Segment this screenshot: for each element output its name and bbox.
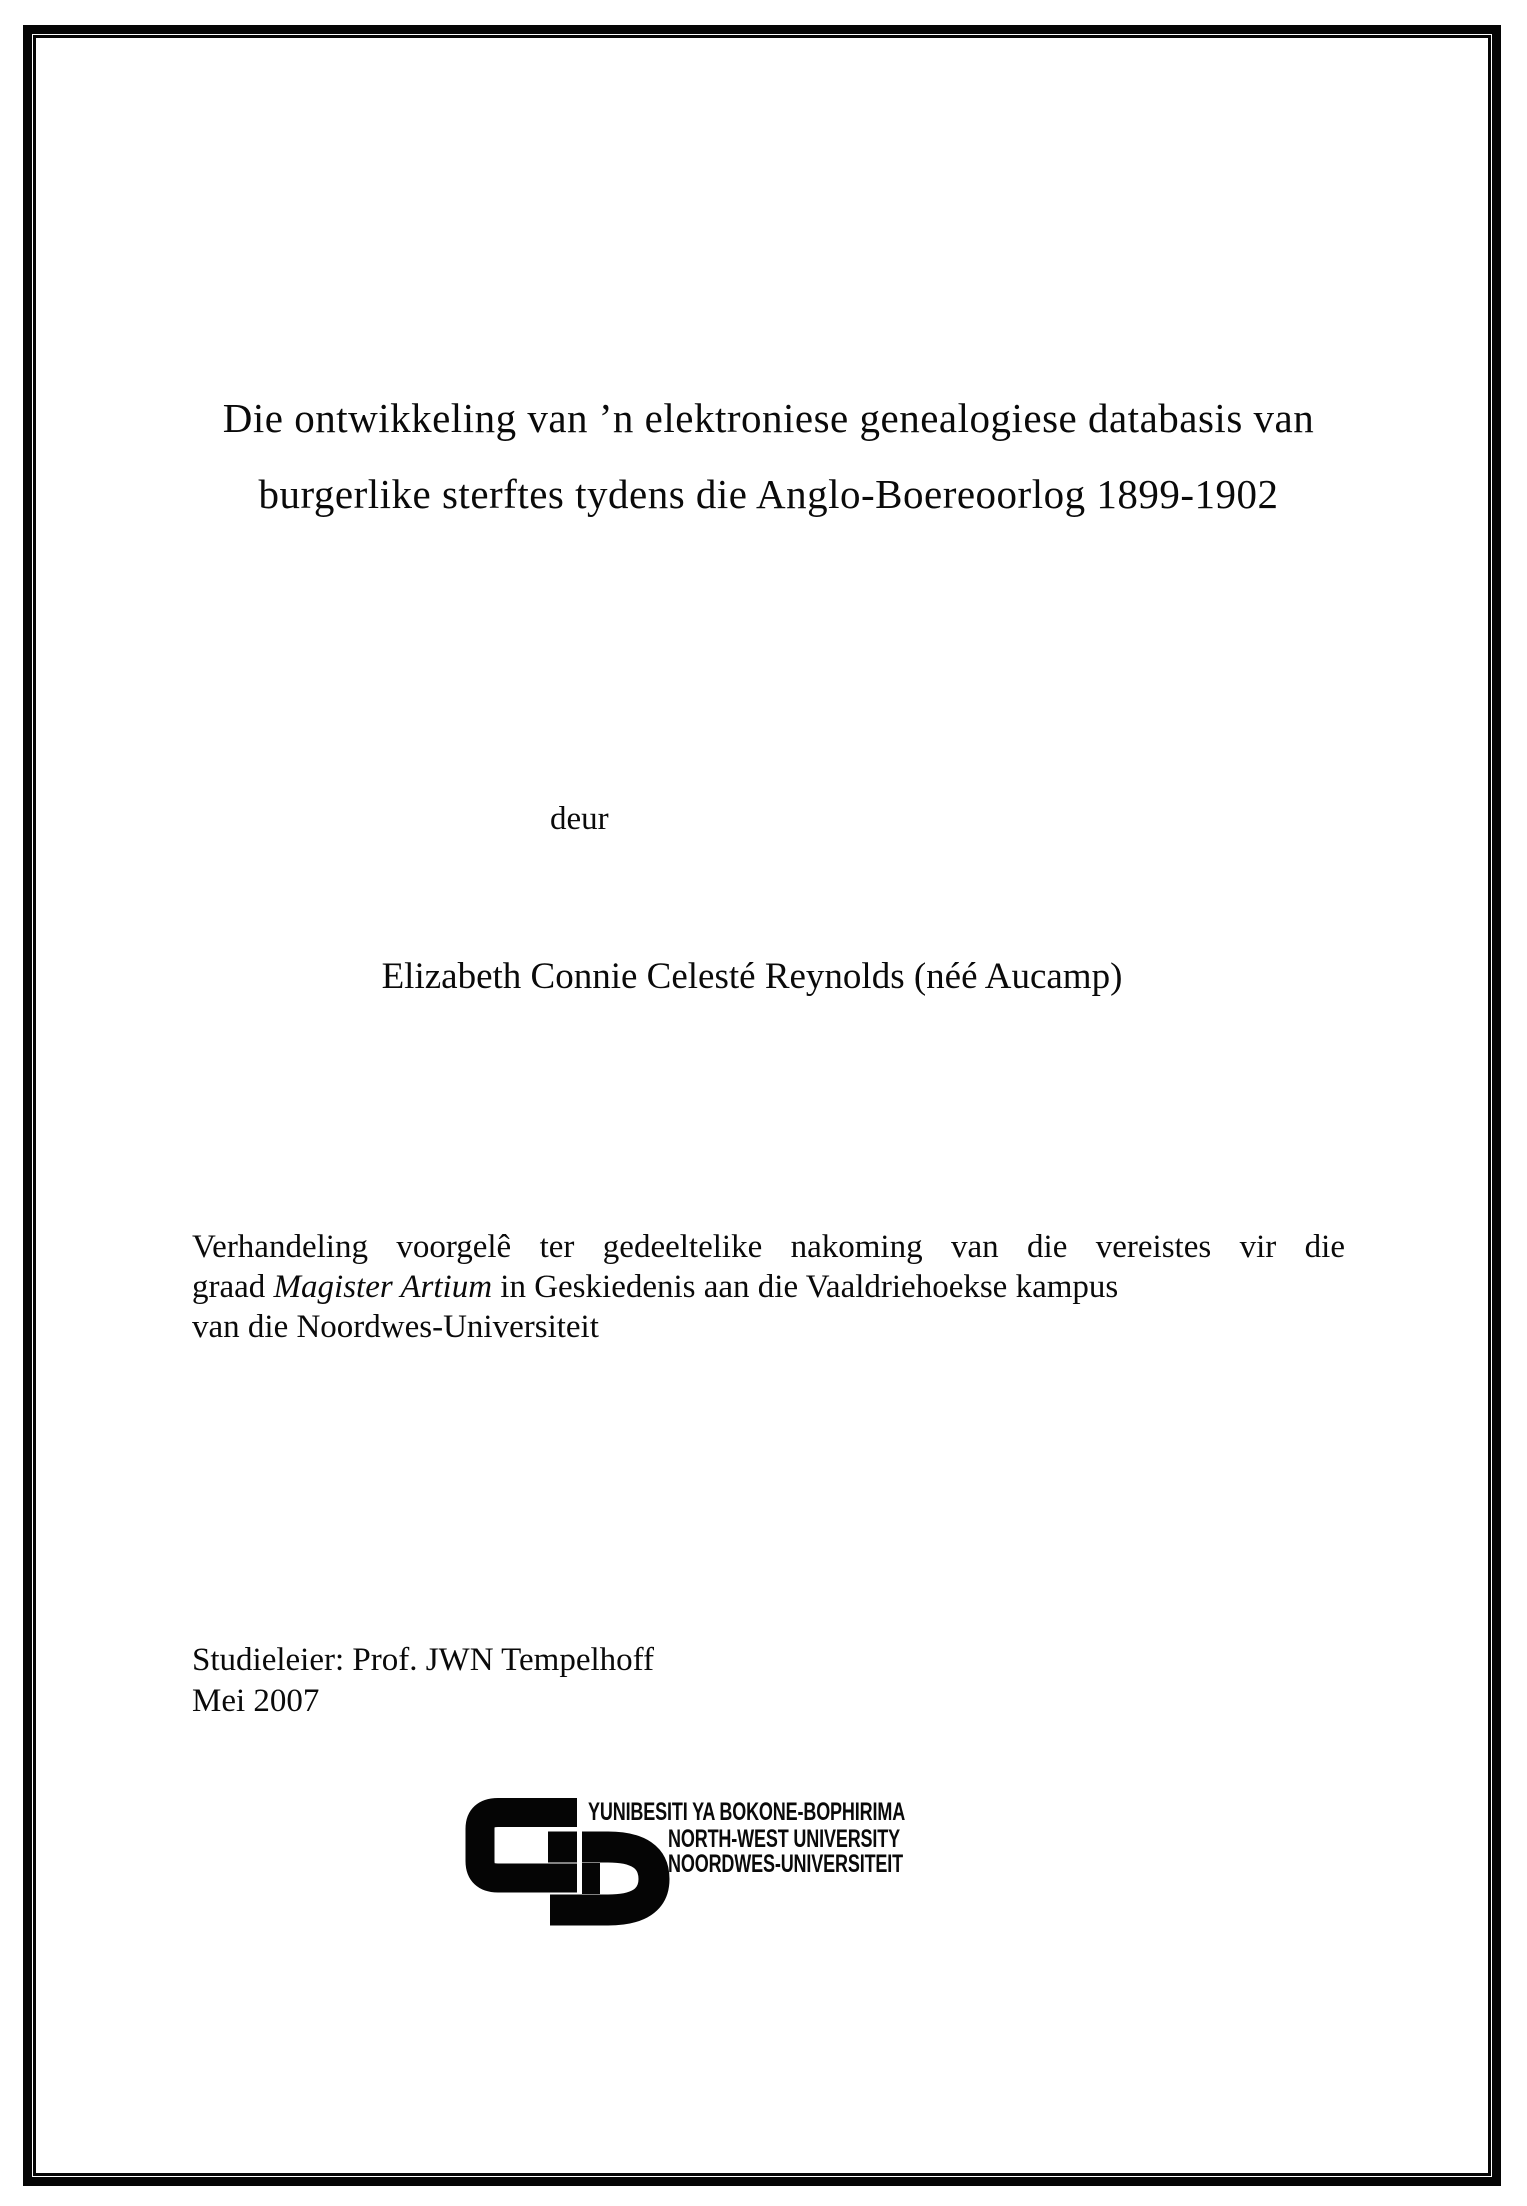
thesis-statement-line2-suffix: in Geskiedenis aan die Vaaldriehoekse kampus bbox=[492, 1269, 1119, 1305]
supervisor-block bbox=[192, 1640, 654, 1722]
degree-name-italic: Magister Artium bbox=[273, 1269, 493, 1305]
date-line: Mei 2007 bbox=[192, 1683, 320, 1719]
thesis-title bbox=[192, 393, 1345, 519]
thesis-statement-line1: Verhandeling voorgelê ter gedeeltelike nakoming van die vereistes vir die bbox=[192, 1229, 1345, 1265]
thesis-statement-line2 bbox=[192, 1267, 1345, 1307]
university-logo-text bbox=[588, 1800, 928, 1877]
logo-text-setswana: YUNIBESITI YA BOKONE-BOPHIRIMA bbox=[588, 1798, 906, 1826]
author-name: Elizabeth Connie Celesté Reynolds (néé Aucamp) bbox=[381, 956, 1123, 997]
thesis-statement-line3: van die Noordwes-Universiteit bbox=[192, 1309, 599, 1345]
logo-text-afrikaans: NOORDWES-UNIVERSITEIT bbox=[668, 1850, 903, 1878]
university-logo bbox=[460, 1795, 930, 1935]
thesis-title-line2: burgerlike sterftes tydens die Anglo-Boereoorlog 1899-1902 bbox=[258, 471, 1279, 517]
thesis-statement bbox=[192, 1227, 1345, 1347]
supervisor-line: Studieleier: Prof. JWN Tempelhoff bbox=[192, 1642, 655, 1678]
logo-weave-gap bbox=[577, 1829, 582, 1893]
byline-deur: deur bbox=[550, 801, 609, 837]
thesis-statement-line2-prefix: graad bbox=[192, 1269, 274, 1305]
thesis-title-line1: Die ontwikkeling van ’n elektroniese genealogiese databasis van bbox=[222, 395, 1315, 441]
logo-text-english: NORTH-WEST UNIVERSITY bbox=[668, 1825, 900, 1853]
